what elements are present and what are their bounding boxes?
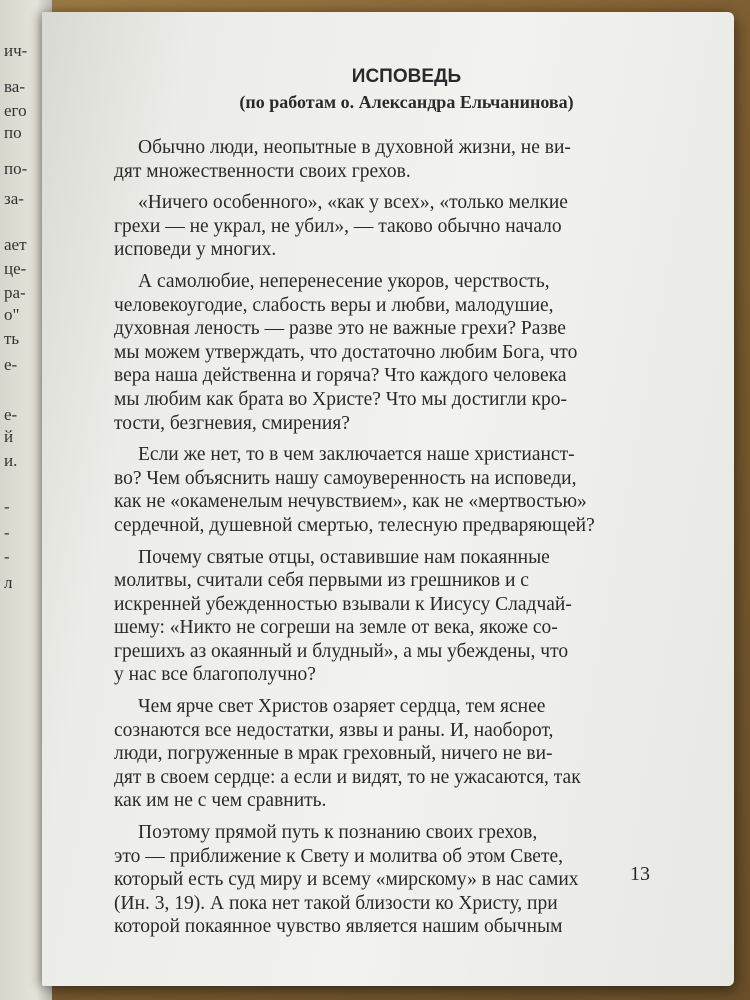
left-page-fragment: й (4, 427, 14, 446)
left-page-fragment: - (4, 547, 10, 566)
text-line: искренней убежденностью взывали к Иисусу Сладчай- (114, 593, 572, 615)
left-page-fragment: и. (4, 451, 18, 470)
paragraph (114, 546, 699, 688)
text-line: это — приближение к Свету и молитва об этом Свете, (114, 845, 564, 867)
left-page-fragment: ич- (4, 41, 28, 60)
page-content (114, 64, 699, 947)
left-page-fragment: ра- (4, 283, 26, 302)
text-line: Поэтому прямой путь к познанию своих грехов, (138, 822, 538, 844)
text-line: люди, погруженные в мрак греховный, ничего не ви- (114, 743, 553, 765)
text-line: мы можем утверждать, что достаточно любим Бога, что (114, 341, 578, 363)
text-line: вера наша действенна и горяча? Что каждого человека (114, 365, 567, 387)
text-line: которой покаянное чувство является нашим обычным (114, 916, 563, 938)
left-page-fragment: ть (4, 329, 20, 348)
text-line: духовная леность — разве это не важные грехи? Разве (114, 318, 566, 340)
text-line: сердечной, душевной смертью, телесную предваряющей? (114, 514, 595, 536)
left-page-fragment: за- (4, 189, 24, 208)
left-page-fragment: е- (4, 355, 18, 374)
text-line: во? Чем объяснить нашу самоуверенность на исповеди, (114, 467, 577, 489)
left-page-fragment: л (4, 573, 13, 592)
text-line: человекоугодие, слабость веры и любви, малодушие, (114, 294, 554, 316)
text-line: грешихъ аз окаянный и блудный», а мы убеждены, что (114, 640, 569, 662)
text-line: грехи — не украл, не убил», — таково обычно начало (114, 215, 562, 237)
page-number: 13 (630, 863, 650, 885)
text-line: Если же нет, то в чем заключается наше христианст- (138, 444, 575, 466)
paragraph (114, 695, 699, 813)
paragraph (114, 191, 699, 262)
text-line: как им не с чем сравнить. (114, 790, 327, 812)
left-page-fragment: по (4, 123, 22, 142)
text-line: у нас все благополучно? (114, 664, 316, 686)
text-line: дят множественности своих грехов. (114, 160, 411, 182)
paragraph (114, 136, 699, 183)
paragraph (114, 443, 699, 537)
text-line: который есть суд миру и всему «мирскому» в нас самих (114, 869, 579, 891)
chapter-title: ИСПОВЕДЬ (351, 66, 462, 87)
text-line: сознаются все недостатки, язвы и раны. И, наоборот, (114, 719, 554, 741)
text-line: тости, безгневия, смирения? (114, 412, 350, 434)
text-line: шему: «Никто не согреши на земле от века, якоже со- (114, 617, 558, 639)
text-line: (Ин. 3, 19). А пока нет такой близости ко Христу, при (114, 892, 558, 914)
text-line: исповеди у многих. (114, 239, 277, 261)
paragraph (114, 821, 699, 939)
text-line: мы любим как брата во Христе? Что мы достигли кро- (114, 388, 567, 410)
text-line: как не «окаменелым нечувствием», как не «мертвостью» (114, 491, 587, 513)
left-page-fragment: це- (4, 259, 27, 278)
left-page-fragment: ва- (4, 77, 26, 96)
left-page-fragment: его (4, 101, 27, 120)
text-line: молитвы, считали себя первыми из грешников и с (114, 570, 529, 592)
left-page-fragment: по- (4, 159, 28, 178)
text-line: Почему святые отцы, оставившие нам покаянные (138, 546, 550, 568)
left-page-fragment: - (4, 523, 10, 542)
left-page-fragment: е- (4, 405, 18, 424)
text-line: Чем ярче свет Христов озаряет сердца, тем яснее (138, 696, 546, 718)
left-page-fragment: ает (4, 235, 27, 254)
text-line: «Ничего особенного», «как у всех», «только мелкие (138, 192, 568, 214)
left-page-fragment: о" (4, 305, 20, 324)
left-page-fragment: - (4, 497, 10, 516)
text-line: дят в своем сердце: а если и видят, то не ужасаются, так (114, 766, 581, 788)
text-line: Обычно люди, неопытные в духовной жизни, не ви- (138, 137, 571, 158)
text-line: А самолюбие, неперенесение укоров, черствость, (138, 270, 550, 292)
paragraph (114, 270, 699, 435)
book-page (42, 12, 734, 986)
chapter-subtitle: (по работам о. Александра Ельчанинова) (239, 92, 574, 112)
